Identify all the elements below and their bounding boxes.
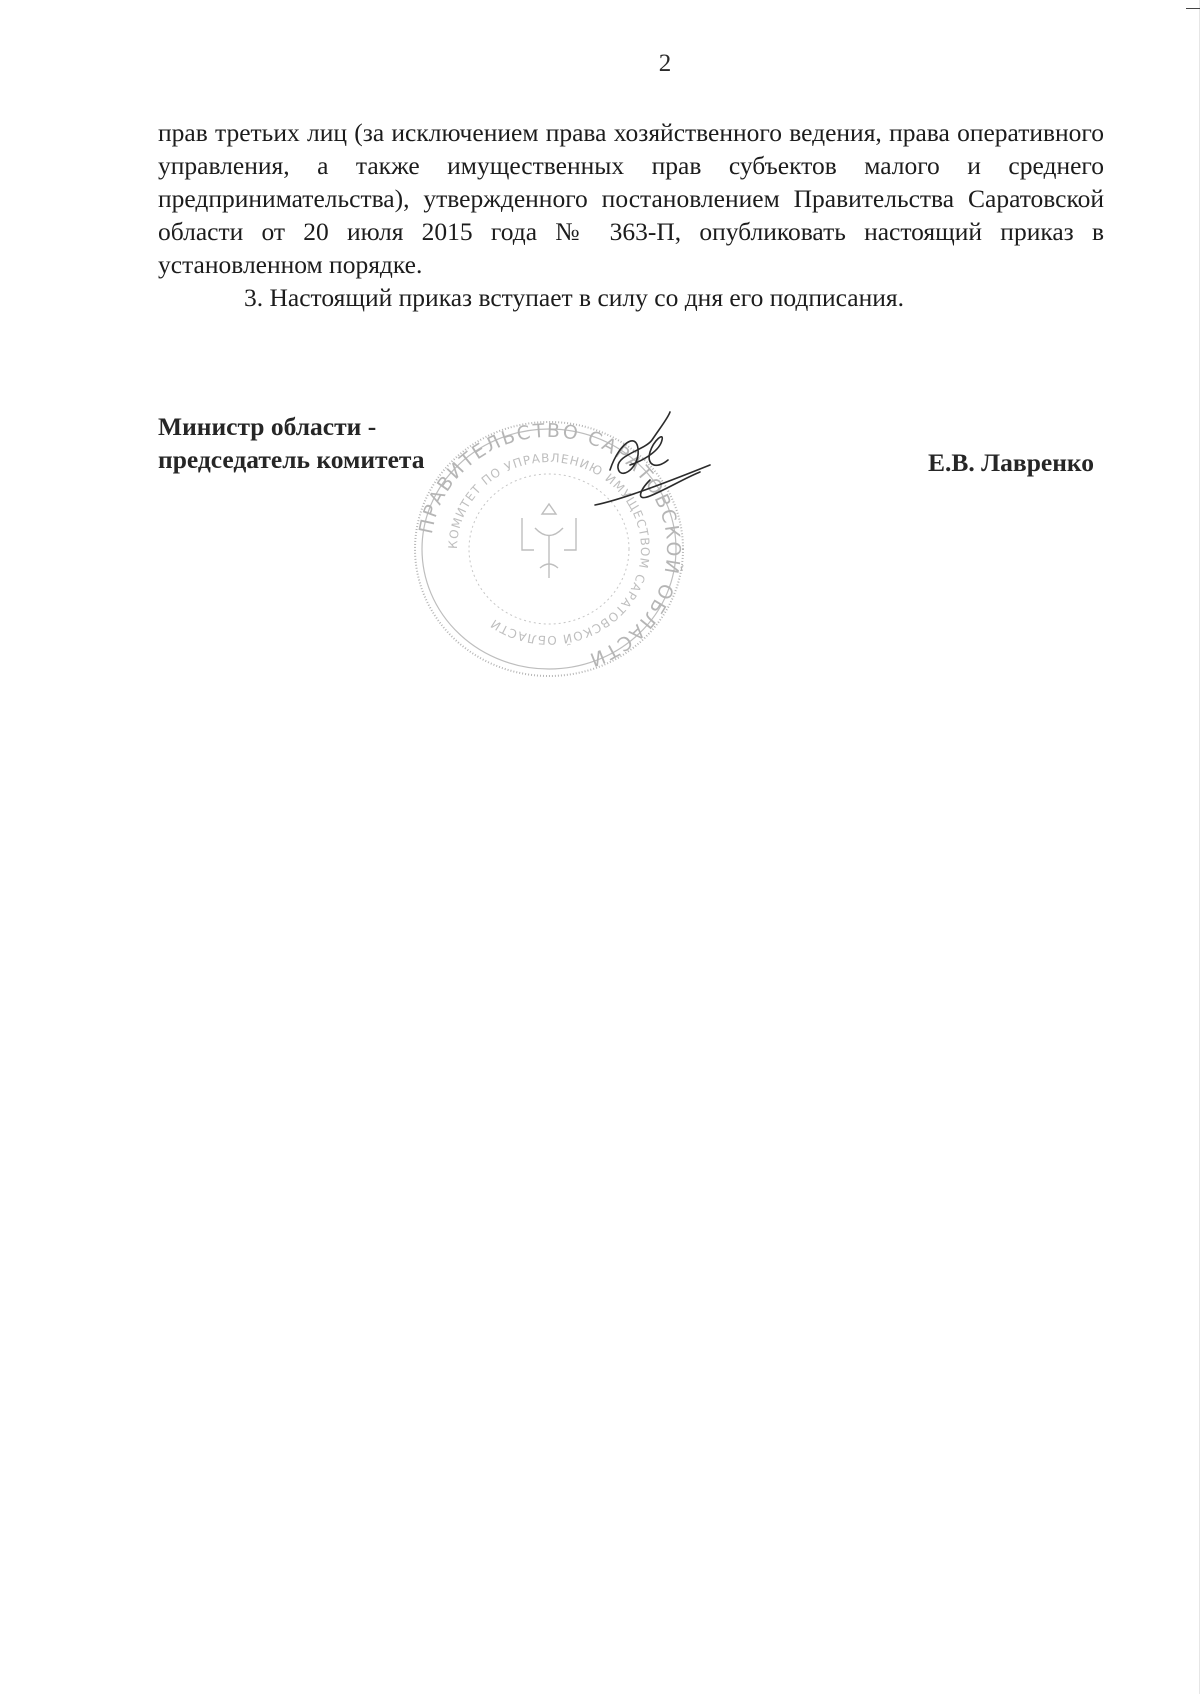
signature-block <box>158 410 1104 490</box>
signatory-title <box>158 410 424 476</box>
page-number: 2 <box>658 50 672 77</box>
document-body <box>158 116 1104 314</box>
signatory-title-line1: Министр области - <box>158 412 377 441</box>
stamp-emblem-icon <box>522 504 576 578</box>
paragraph-effective-date: 3. Настоящий приказ вступает в силу со дня его подписания. <box>244 283 904 312</box>
paragraph-continuation: прав третьих лиц (за исключением права хозяйственного ведения, права оперативного управления, а также имущественных прав субъектов малого и среднего предпринимательства), утвержденного постановлением Правительства Саратовской области от 20 июля 2015 года № 363-П, опубликовать настоящий приказ в установленном порядке. <box>158 118 1104 279</box>
stamp-inner-text: КОМИТЕТ ПО УПРАВЛЕНИЮ ИМУЩЕСТВОМ САРАТОВСКОЙ ОБЛАСТИ <box>445 450 653 648</box>
stamp-outer-text: ПРАВИТЕЛЬСТВО САРАТОВСКОЙ ОБЛАСТИ <box>415 419 685 672</box>
page-edge-tick <box>1186 8 1200 9</box>
signatory-title-line2: председатель комитета <box>158 445 425 474</box>
signatory-name: Е.В. Лавренко <box>928 448 1094 477</box>
